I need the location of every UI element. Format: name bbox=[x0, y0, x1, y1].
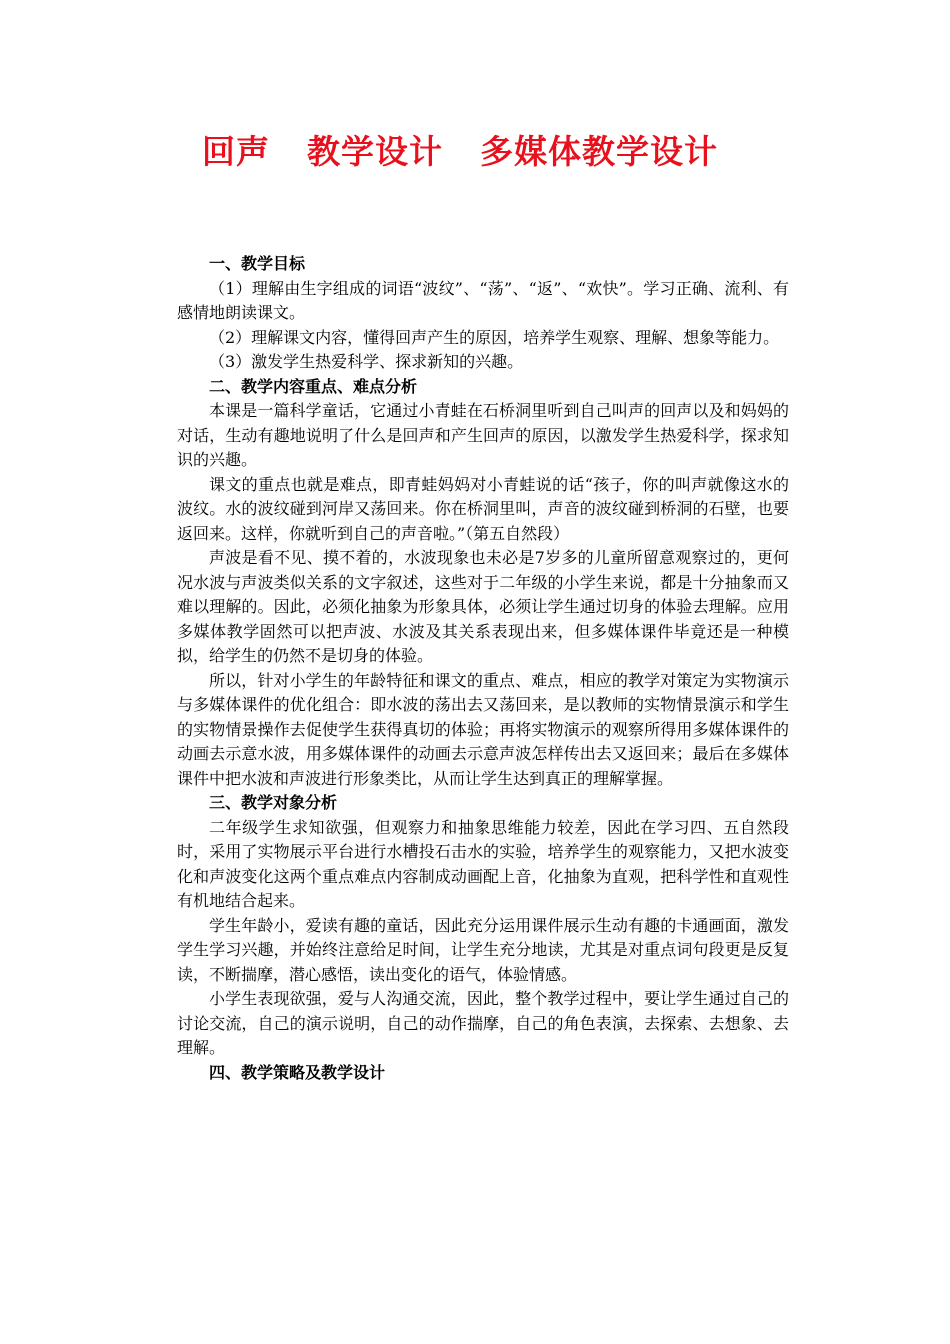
key-points-paragraph-1: 本课是一篇科学童话，它通过小青蛙在石桥洞里听到自己叫声的回声以及和妈妈的对话，生动有趣地说明了什么是回声和产生回声的原因，以激发学生热爱科学，探求知识的兴趣。 bbox=[177, 401, 789, 469]
objective-3: （3）激发学生热爱科学、探求新知的兴趣。 bbox=[209, 352, 524, 371]
section-heading-objectives: 一、教学目标 bbox=[209, 254, 306, 273]
students-paragraph-3: 小学生表现欲强，爱与人沟通交流，因此，整个教学过程中，要让学生通过自己的讨论交流，自己的演示说明，自己的动作揣摩，自己的角色表演，去探索、去想象、去理解。 bbox=[177, 989, 789, 1057]
objective-1: （1）理解由生字组成的词语“波纹”、“荡”、“返”、“欢快”。学习正确、流利、有感情地朗读课文。 bbox=[177, 278, 789, 322]
key-points-paragraph-2: 课文的重点也就是难点，即青蛙妈妈对小青蛙说的话“孩子，你的叫声就像这水的波纹。水的波纹碰到河岸又荡回来。你在桥洞里叫，声音的波纹碰到桥洞的石壁，也要返回来。这样，你就听到自己的声音啦。”（第五自然段） bbox=[177, 474, 789, 543]
section-heading-key-points: 二、教学内容重点、难点分析 bbox=[209, 376, 418, 396]
section-heading-students: 三、教学对象分析 bbox=[209, 793, 338, 812]
section-heading-strategy: 四、教学策略及教学设计 bbox=[209, 1062, 386, 1082]
key-points-paragraph-4: 所以，针对小学生的年龄特征和课文的重点、难点，相应的教学对策定为实物演示与多媒体课件的优化组合：即水波的荡出去又荡回来，是以教师的实物情景演示和学生的实物情景操作去促使学生获得真切的体验；再将实物演示的观察所得用多媒体课件的动画去示意水波，用多媒体课件的动画去示意声波怎样传出去又返回来；最后在多媒体课件中把水波和声波进行形象类比，从而让学生达到真正的理解掌握。 bbox=[177, 670, 789, 788]
objective-2: （2）理解课文内容，懂得回声产生的原因，培养学生观察、理解、想象等能力。 bbox=[209, 327, 780, 347]
document-body bbox=[177, 252, 789, 1085]
students-paragraph-2: 学生年龄小，爱读有趣的童话，因此充分运用课件展示生动有趣的卡通画面，激发学生学习兴趣，并始终注意给足时间，让学生充分地读，尤其是对重点词句段更是反复读，不断揣摩，潜心感悟，读出变化的语气，体验情感。 bbox=[177, 915, 789, 984]
key-points-paragraph-3: 声波是看不见、摸不着的，水波现象也未必是7岁多的儿童所留意观察过的，更何况水波与声波类似关系的文字叙述，这些对于二年级的小学生来说，都是十分抽象而又难以理解的。因此，必须化抽象为形象具体，必须让学生通过切身的体验去理解。应用多媒体教学固然可以把声波、水波及其关系表现出来，但多媒体课件毕竟还是一种模拟，给学生的仍然不是切身的体验。 bbox=[177, 548, 789, 665]
students-paragraph-1: 二年级学生求知欲强，但观察力和抽象思维能力较差，因此在学习四、五自然段时，采用了实物展示平台进行水槽投石击水的实验，培养学生的观察能力，又把水波变化和声波变化这两个重点难点内容制成动画配上音，化抽象为直观，把科学性和直观性有机地结合起来。 bbox=[177, 817, 789, 910]
page-title: 回声 教学设计 多媒体教学设计 bbox=[202, 132, 718, 171]
